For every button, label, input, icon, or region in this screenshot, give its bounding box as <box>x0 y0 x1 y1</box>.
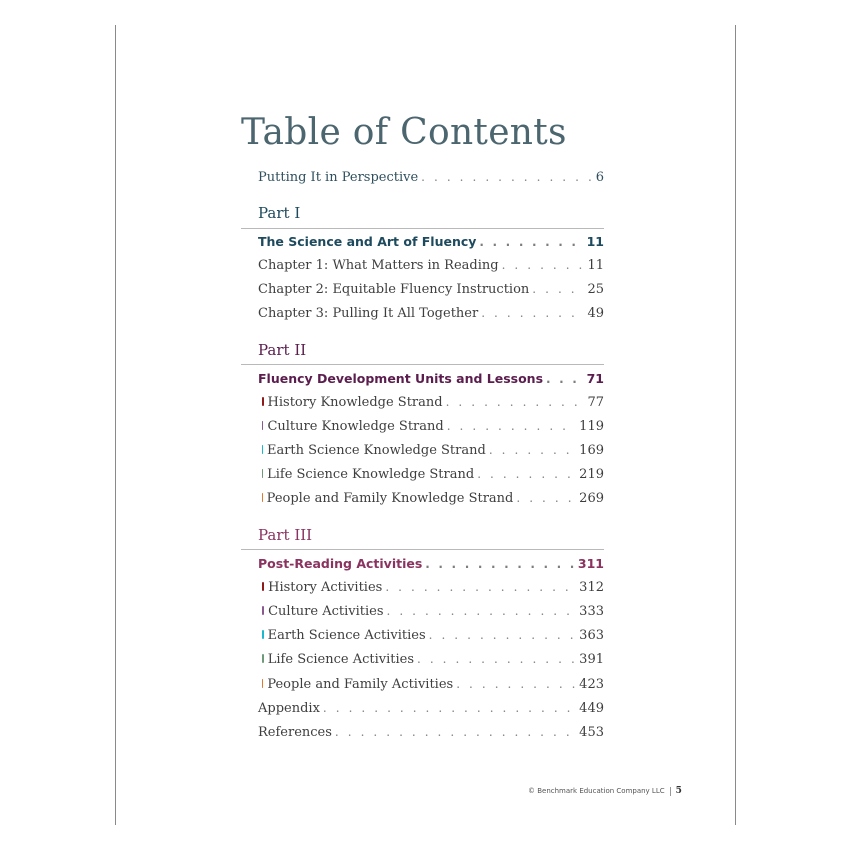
leader-dots <box>335 725 576 739</box>
part-heading-2: Part II <box>258 341 307 359</box>
earth-science-color-dot-icon <box>262 445 263 454</box>
toc-entry-history-activities[interactable] <box>262 580 604 602</box>
history-color-dot-icon <box>262 397 264 406</box>
toc-entry-label: History Knowledge Strand <box>267 395 443 410</box>
leader-dots <box>429 628 577 642</box>
leader-dots <box>516 491 576 505</box>
toc-entry-page: 333 <box>579 604 604 619</box>
toc-entry-label: Earth Science Activities <box>267 628 426 643</box>
toc-entry-label: History Activities <box>268 580 383 595</box>
toc-entry-label: Fluency Development Units and Lessons <box>258 371 544 386</box>
leader-dots <box>502 258 585 272</box>
footer-divider <box>670 787 671 796</box>
toc-entry-page: 423 <box>579 677 604 692</box>
toc-entry-earth-science-activities[interactable] <box>262 628 604 650</box>
toc-entry-page: 453 <box>579 725 604 740</box>
leader-dots <box>477 467 576 481</box>
toc-entry-label: Appendix <box>258 701 320 716</box>
toc-entry-label: Earth Science Knowledge Strand <box>266 443 486 458</box>
toc-entry-people-family-activities[interactable] <box>262 677 604 699</box>
page-title: Table of Contents <box>241 112 567 153</box>
toc-entry-references[interactable] <box>258 725 604 747</box>
toc-entry-page: 269 <box>579 491 604 506</box>
toc-entry-page: 219 <box>579 467 604 482</box>
toc-entry-page: 312 <box>579 580 604 595</box>
toc-entry-page: 11 <box>587 258 604 273</box>
toc-entry-label: People and Family Knowledge Strand <box>266 491 514 506</box>
page-number: 5 <box>675 786 682 796</box>
leader-dots <box>481 306 584 320</box>
leader-dots <box>323 701 576 715</box>
toc-entry-label: Culture Activities <box>268 604 384 619</box>
leader-dots <box>417 652 576 666</box>
part-divider <box>241 228 604 229</box>
leader-dots <box>479 235 583 249</box>
life-science-color-dot-icon <box>262 469 263 478</box>
toc-section-fluency-units[interactable] <box>258 371 604 393</box>
toc-entry-life-science-activities[interactable] <box>262 652 604 674</box>
leader-dots <box>387 604 577 618</box>
leader-dots <box>546 372 584 386</box>
toc-entry-culture-strand[interactable] <box>262 419 604 441</box>
leader-dots <box>447 419 576 433</box>
toc-entry-label: References <box>258 725 332 740</box>
culture-color-dot-icon <box>262 421 263 430</box>
toc-entry-earth-science-strand[interactable] <box>262 443 604 465</box>
toc-entry-chapter-1[interactable] <box>258 258 604 280</box>
toc-entry-page: 311 <box>577 556 604 571</box>
toc-entry-page: 11 <box>586 234 604 249</box>
toc-entry-life-science-strand[interactable] <box>262 467 604 489</box>
toc-entry-page: 71 <box>586 371 604 386</box>
page-footer <box>528 786 682 796</box>
leader-dots <box>385 580 576 594</box>
toc-entry-page: 119 <box>579 419 604 434</box>
toc-entry-page: 449 <box>579 701 604 716</box>
toc-entry-page: 169 <box>579 443 604 458</box>
toc-entry-page: 6 <box>595 170 604 185</box>
toc-entry-label: The Science and Art of Fluency <box>258 234 477 249</box>
culture-color-dot-icon <box>262 606 264 615</box>
toc-entry-page: 49 <box>587 306 604 321</box>
earth-science-color-dot-icon <box>262 630 264 639</box>
toc-entry-page: 363 <box>579 628 604 643</box>
toc-entry-appendix[interactable] <box>258 701 604 723</box>
life-science-color-dot-icon <box>262 654 264 663</box>
toc-entry-label: People and Family Activities <box>267 677 454 692</box>
leader-dots <box>421 170 593 184</box>
toc-entry-page: 25 <box>587 282 604 297</box>
history-color-dot-icon <box>262 582 264 591</box>
people-family-color-dot-icon <box>262 679 263 688</box>
toc-entry-label: Life Science Knowledge Strand <box>267 467 475 482</box>
leader-dots <box>456 677 576 691</box>
part-heading-3: Part III <box>258 526 313 544</box>
leader-dots <box>425 557 575 571</box>
toc-entry-label: Culture Knowledge Strand <box>267 419 444 434</box>
toc-entry-history-strand[interactable] <box>262 395 604 417</box>
part-divider <box>241 549 604 550</box>
leader-dots <box>489 443 576 457</box>
part-heading-1: Part I <box>258 204 301 222</box>
toc-entry-chapter-3[interactable] <box>258 306 604 328</box>
leader-dots <box>446 395 585 409</box>
toc-section-post-reading[interactable] <box>258 556 604 578</box>
toc-entry-page: 77 <box>587 395 604 410</box>
toc-entry-label: Life Science Activities <box>267 652 415 667</box>
toc-entry-people-family-strand[interactable] <box>262 491 604 513</box>
toc-entry-label: Chapter 1: What Matters in Reading <box>258 258 499 273</box>
toc-entry-page: 391 <box>579 652 604 667</box>
copyright-text: © Benchmark Education Company LLC <box>528 787 665 795</box>
toc-entry-culture-activities[interactable] <box>262 604 604 626</box>
leader-dots <box>532 282 584 296</box>
toc-entry-chapter-2[interactable] <box>258 282 604 304</box>
part-divider <box>241 364 604 365</box>
toc-entry-label: Putting It in Perspective <box>258 170 419 185</box>
toc-entry-label: Post-Reading Activities <box>258 556 423 571</box>
toc-section-science-art[interactable] <box>258 234 604 256</box>
toc-entry-intro[interactable] <box>258 170 604 192</box>
toc-entry-label: Chapter 3: Pulling It All Together <box>258 306 479 321</box>
toc-entry-label: Chapter 2: Equitable Fluency Instruction <box>258 282 530 297</box>
people-family-color-dot-icon <box>262 493 263 502</box>
